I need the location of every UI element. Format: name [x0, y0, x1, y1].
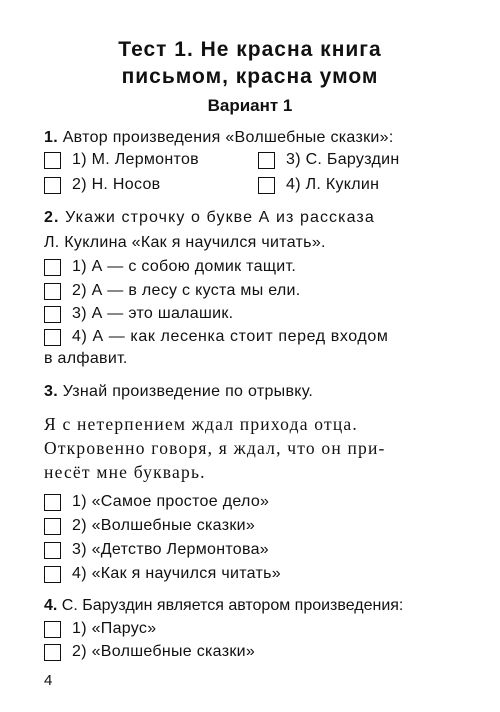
- option-label: 4) Л. Куклин: [286, 176, 380, 193]
- excerpt-line-2: Откровенно говоря, я ждал, что он при-: [44, 438, 386, 458]
- q4-option-2[interactable]: [44, 643, 255, 661]
- question-2-text-line-2: Л. Куклина «Как я научился читать».: [44, 234, 326, 251]
- option-label: 3) А — это шалашик.: [72, 305, 234, 322]
- question-3: [44, 383, 313, 401]
- q4-option-1[interactable]: [44, 620, 156, 638]
- question-2-text-line-1: Укажи строчку о букве А из рассказа: [65, 209, 375, 226]
- excerpt-line-1: Я с нетерпением ждал прихода отца.: [44, 414, 358, 434]
- question-2: [44, 209, 375, 227]
- option-label: 3) «Детство Лермонтова»: [72, 541, 270, 558]
- checkbox[interactable]: [44, 542, 61, 559]
- option-label: 2) А — в лесу с куста мы ели.: [72, 282, 301, 299]
- checkbox[interactable]: [44, 259, 61, 276]
- checkbox[interactable]: [44, 152, 61, 169]
- question-1: [44, 129, 394, 147]
- q2-option-2[interactable]: [44, 282, 301, 300]
- q1-option-4[interactable]: [258, 176, 379, 194]
- option-label: 4) «Как я научился читать»: [72, 565, 281, 582]
- question-4: [44, 597, 403, 615]
- question-1-text: Автор произведения «Волшебные сказки»:: [62, 129, 394, 146]
- option-label: 4) А — как лесенка стоит перед входом: [72, 328, 389, 345]
- q3-option-1[interactable]: [44, 493, 269, 511]
- q2-option-4[interactable]: [44, 328, 388, 346]
- question-3-text: Узнай произведение по отрывку.: [62, 383, 314, 400]
- checkbox[interactable]: [44, 518, 61, 535]
- question-2-number: 2.: [44, 209, 60, 226]
- q2-option-1[interactable]: [44, 258, 296, 276]
- q1-option-3[interactable]: [258, 151, 400, 169]
- option-label: 1) А — с собою домик тащит.: [72, 258, 297, 275]
- q3-option-4[interactable]: [44, 565, 281, 583]
- q1-option-1[interactable]: [44, 151, 199, 169]
- question-1-number: 1.: [44, 129, 58, 146]
- option-label: 2) «Волшебные сказки»: [72, 643, 256, 660]
- question-3-number: 3.: [44, 383, 58, 400]
- page-number: 4: [44, 672, 53, 689]
- option-label: 1) «Самое простое дело»: [72, 493, 270, 510]
- checkbox[interactable]: [44, 329, 61, 346]
- option-label: 3) С. Баруздин: [286, 151, 400, 168]
- option-label: 2) «Волшебные сказки»: [72, 517, 256, 534]
- q2-option-3[interactable]: [44, 305, 233, 323]
- checkbox[interactable]: [44, 177, 61, 194]
- option-label: 2) Н. Носов: [72, 176, 161, 193]
- q3-option-2[interactable]: [44, 517, 255, 535]
- checkbox[interactable]: [258, 152, 275, 169]
- option-label: 1) «Парус»: [72, 620, 157, 637]
- checkbox[interactable]: [44, 283, 61, 300]
- option-label: 1) М. Лермонтов: [72, 151, 199, 168]
- test-title-line-2: письмом, красна умом: [121, 65, 379, 88]
- q2-option-4-continuation: в алфавит.: [44, 350, 128, 367]
- question-4-number: 4.: [44, 597, 58, 614]
- q3-option-3[interactable]: [44, 541, 269, 559]
- question-4-text: С. Баруздин является автором произведения:: [61, 597, 404, 614]
- checkbox[interactable]: [44, 566, 61, 583]
- excerpt-line-3: несёт мне букварь.: [44, 462, 206, 482]
- checkbox[interactable]: [44, 644, 61, 661]
- checkbox[interactable]: [44, 621, 61, 638]
- variant-heading: Вариант 1: [207, 96, 293, 115]
- checkbox[interactable]: [44, 494, 61, 511]
- checkbox[interactable]: [258, 177, 275, 194]
- test-title-line-1: Тест 1. Не красна книга: [118, 38, 382, 61]
- checkbox[interactable]: [44, 306, 61, 323]
- q1-option-2[interactable]: [44, 176, 160, 194]
